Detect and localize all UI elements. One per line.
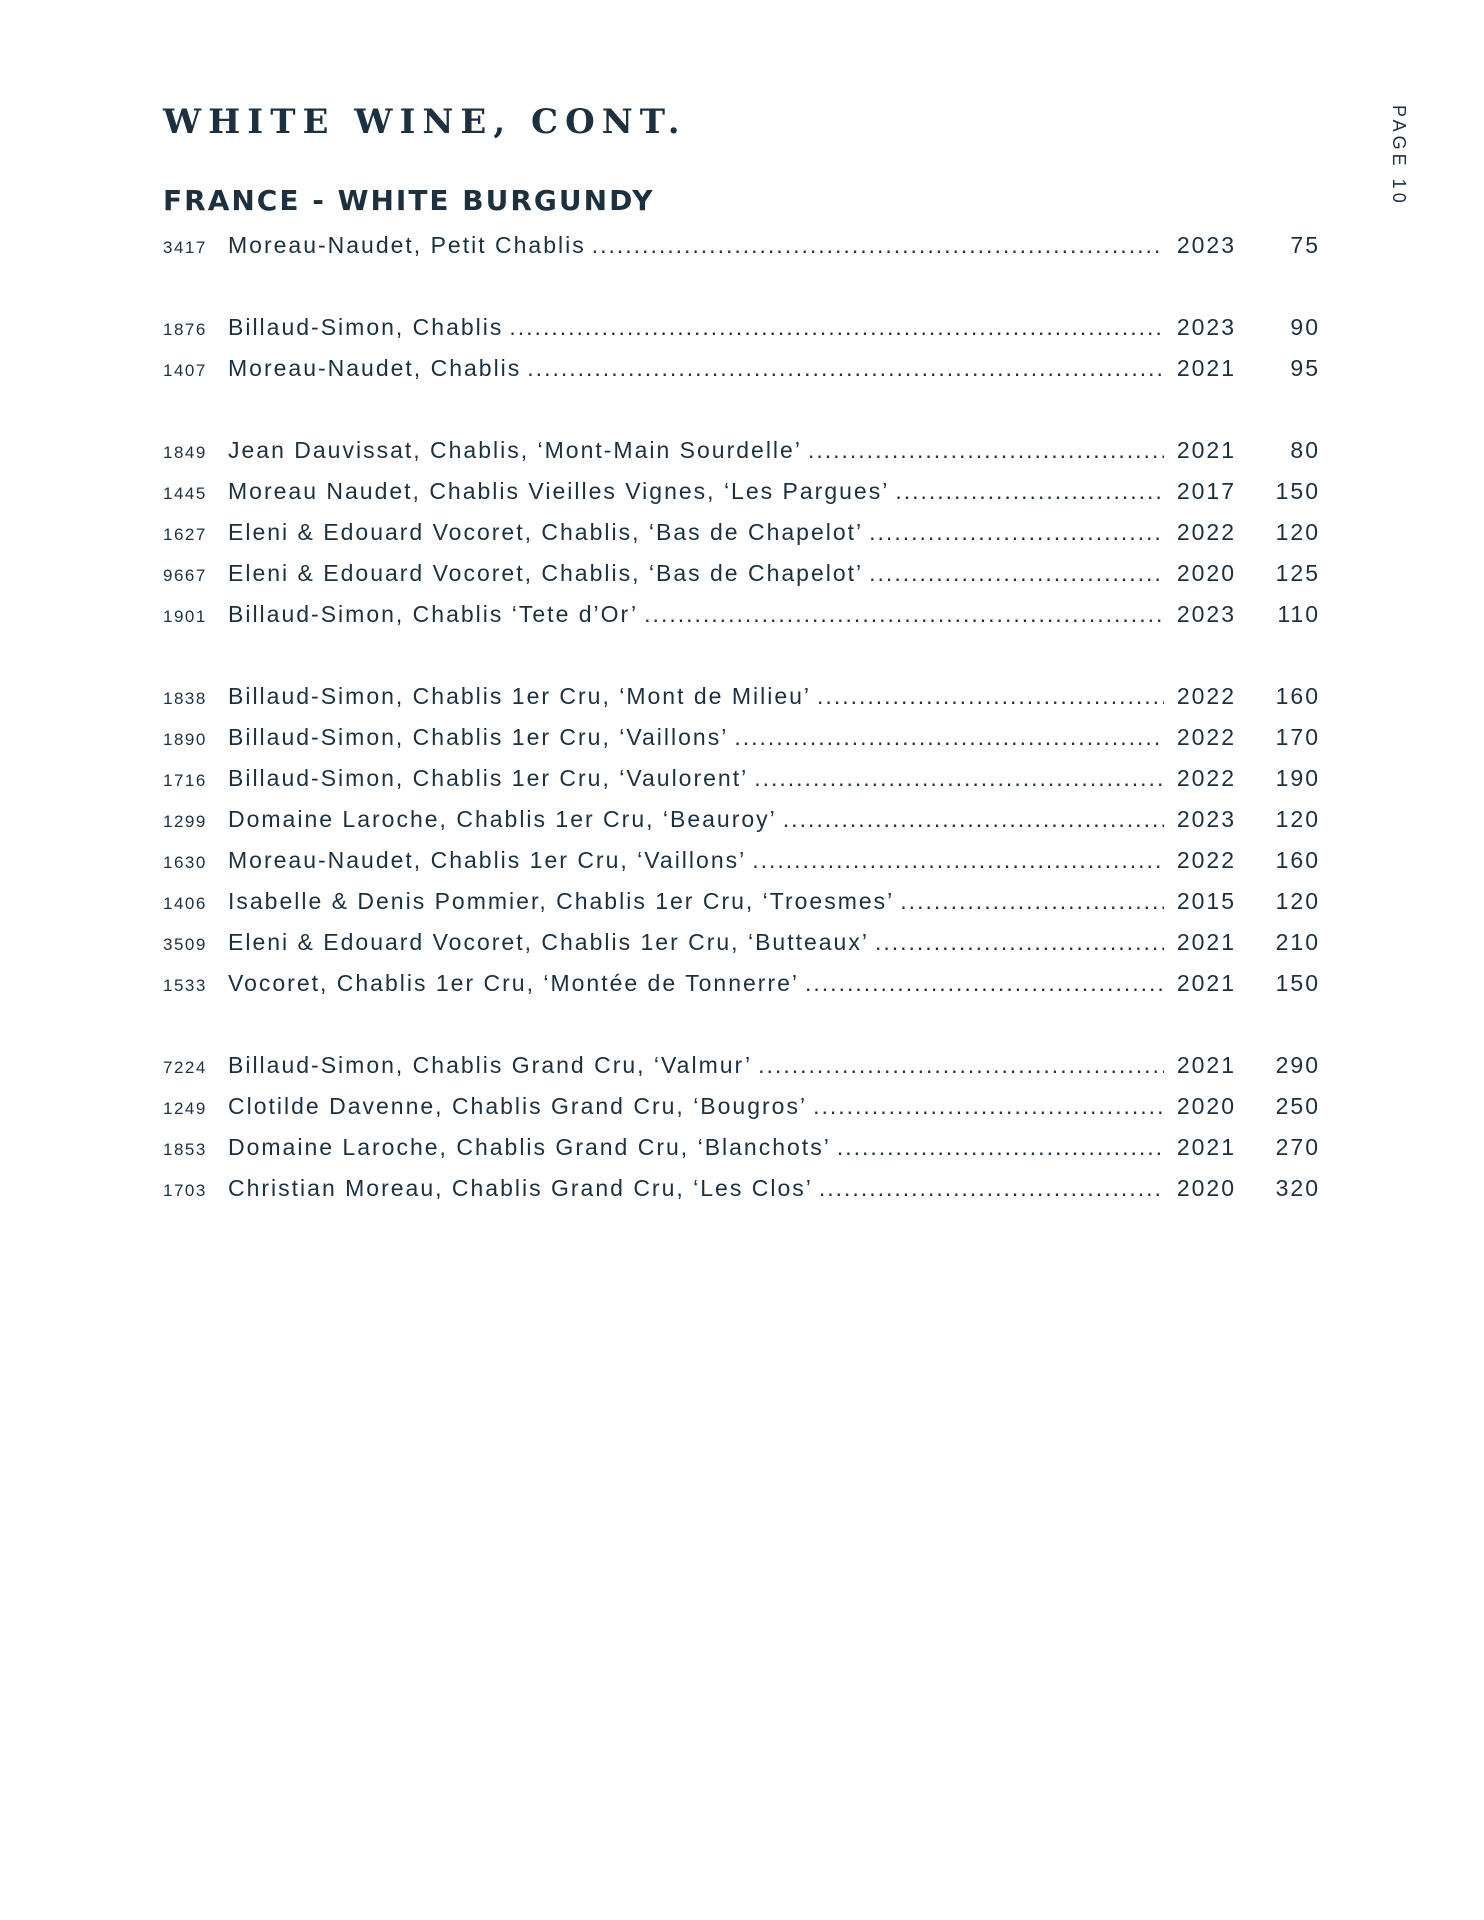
wine-group-chablis-lieux-dits xyxy=(163,430,1320,635)
wine-name: Moreau-Naudet, Chablis 1er Cru, ‘Vaillons’ xyxy=(228,840,752,881)
bin-number: 1407 xyxy=(163,361,207,380)
wine-row xyxy=(163,553,1320,594)
wine-group-chablis xyxy=(163,307,1320,389)
dot-leader xyxy=(783,799,1164,840)
wine-name: Billaud-Simon, Chablis xyxy=(228,307,509,348)
vintage: 2022 xyxy=(1176,683,1236,709)
vintage: 2021 xyxy=(1176,970,1236,996)
dot-leader xyxy=(875,922,1164,963)
bin-number: 1533 xyxy=(163,976,207,995)
vintage: 2023 xyxy=(1176,601,1236,627)
vintage: 2020 xyxy=(1176,1093,1236,1119)
price: 95 xyxy=(1290,355,1320,381)
bin-number: 1703 xyxy=(163,1181,207,1200)
dot-leader xyxy=(808,430,1164,471)
vintage: 2023 xyxy=(1176,806,1236,832)
dot-leader xyxy=(805,963,1164,1004)
dot-leader xyxy=(869,512,1164,553)
wine-row xyxy=(163,881,1320,922)
wine-group-petit-chablis xyxy=(163,225,1320,266)
price: 160 xyxy=(1275,847,1320,873)
bin-number: 1838 xyxy=(163,689,207,708)
wine-row xyxy=(163,963,1320,1004)
wine-row xyxy=(163,471,1320,512)
dot-leader xyxy=(758,1045,1164,1086)
price: 210 xyxy=(1275,929,1320,955)
dot-leader xyxy=(813,1086,1164,1127)
wine-name: Billaud-Simon, Chablis 1er Cru, ‘Mont de Milieu’ xyxy=(228,676,817,717)
dot-leader xyxy=(527,348,1164,389)
wine-name: Eleni & Edouard Vocoret, Chablis, ‘Bas de Chapelot’ xyxy=(228,553,869,594)
price: 170 xyxy=(1275,724,1320,750)
bin-number: 1876 xyxy=(163,320,207,339)
wine-name: Domaine Laroche, Chablis 1er Cru, ‘Beauroy’ xyxy=(228,799,783,840)
vintage: 2020 xyxy=(1176,560,1236,586)
bin-number: 1445 xyxy=(163,484,207,503)
vintage: 2022 xyxy=(1176,724,1236,750)
wine-name: Jean Dauvissat, Chablis, ‘Mont-Main Sourdelle’ xyxy=(228,430,808,471)
wine-row xyxy=(163,1045,1320,1086)
wine-name: Eleni & Edouard Vocoret, Chablis 1er Cru, ‘Butteaux’ xyxy=(228,922,875,963)
bin-number: 9667 xyxy=(163,566,207,585)
price: 150 xyxy=(1275,478,1320,504)
price: 75 xyxy=(1290,232,1320,258)
wine-name: Billaud-Simon, Chablis 1er Cru, ‘Vaillons’ xyxy=(228,717,734,758)
bin-number: 1716 xyxy=(163,771,207,790)
wine-row xyxy=(163,594,1320,635)
dot-leader xyxy=(752,840,1164,881)
vintage: 2022 xyxy=(1176,519,1236,545)
wine-name: Vocoret, Chablis 1er Cru, ‘Montée de Tonnerre’ xyxy=(228,963,805,1004)
price: 120 xyxy=(1275,519,1320,545)
bin-number: 1630 xyxy=(163,853,207,872)
wine-name: Moreau-Naudet, Petit Chablis xyxy=(228,225,592,266)
bin-number: 1627 xyxy=(163,525,207,544)
price: 190 xyxy=(1275,765,1320,791)
price: 80 xyxy=(1290,437,1320,463)
bin-number: 7224 xyxy=(163,1058,207,1077)
price: 160 xyxy=(1275,683,1320,709)
price: 250 xyxy=(1275,1093,1320,1119)
dot-leader xyxy=(837,1127,1164,1168)
vintage: 2020 xyxy=(1176,1175,1236,1201)
bin-number: 3417 xyxy=(163,238,207,257)
dot-leader xyxy=(869,553,1164,594)
vintage: 2021 xyxy=(1176,355,1236,381)
wine-name: Christian Moreau, Chablis Grand Cru, ‘Les Clos’ xyxy=(228,1168,819,1209)
vintage: 2021 xyxy=(1176,929,1236,955)
dot-leader xyxy=(817,676,1164,717)
price: 120 xyxy=(1275,806,1320,832)
vintage: 2023 xyxy=(1176,314,1236,340)
price: 125 xyxy=(1275,560,1320,586)
bin-number: 1901 xyxy=(163,607,207,626)
wine-name: Moreau-Naudet, Chablis xyxy=(228,348,527,389)
wine-row xyxy=(163,840,1320,881)
price: 150 xyxy=(1275,970,1320,996)
wine-row xyxy=(163,1086,1320,1127)
vintage: 2022 xyxy=(1176,847,1236,873)
dot-leader xyxy=(734,717,1164,758)
wine-row xyxy=(163,348,1320,389)
wine-row xyxy=(163,717,1320,758)
price: 290 xyxy=(1275,1052,1320,1078)
wine-group-grand-cru xyxy=(163,1045,1320,1209)
dot-leader xyxy=(509,307,1164,348)
page-number: PAGE 10 xyxy=(1389,105,1409,207)
wine-row xyxy=(163,1127,1320,1168)
wine-row xyxy=(163,758,1320,799)
wine-name: Eleni & Edouard Vocoret, Chablis, ‘Bas de Chapelot’ xyxy=(228,512,869,553)
wine-name: Billaud-Simon, Chablis 1er Cru, ‘Vaulorent’ xyxy=(228,758,754,799)
wine-name: Clotilde Davenne, Chablis Grand Cru, ‘Bougros’ xyxy=(228,1086,813,1127)
wine-name: Moreau Naudet, Chablis Vieilles Vignes, ‘Les Pargues’ xyxy=(228,471,895,512)
wine-row xyxy=(163,512,1320,553)
vintage: 2022 xyxy=(1176,765,1236,791)
bin-number: 3509 xyxy=(163,935,207,954)
vintage: 2023 xyxy=(1176,232,1236,258)
wine-name: Isabelle & Denis Pommier, Chablis 1er Cru, ‘Troesmes’ xyxy=(228,881,900,922)
bin-number: 1249 xyxy=(163,1099,207,1118)
dot-leader xyxy=(819,1168,1164,1209)
price: 90 xyxy=(1290,314,1320,340)
wine-name: Billaud-Simon, Chablis Grand Cru, ‘Valmur’ xyxy=(228,1045,758,1086)
wine-row xyxy=(163,799,1320,840)
wine-name: Billaud-Simon, Chablis ‘Tete d’Or’ xyxy=(228,594,644,635)
bin-number: 1299 xyxy=(163,812,207,831)
wine-row xyxy=(163,922,1320,963)
price: 110 xyxy=(1277,601,1320,627)
price: 270 xyxy=(1275,1134,1320,1160)
dot-leader xyxy=(900,881,1164,922)
vintage: 2021 xyxy=(1176,1134,1236,1160)
bin-number: 1406 xyxy=(163,894,207,913)
bin-number: 1849 xyxy=(163,443,207,462)
vintage: 2015 xyxy=(1176,888,1236,914)
section-heading: FRANCE - WHITE BURGUNDY xyxy=(163,184,655,217)
bin-number: 1890 xyxy=(163,730,207,749)
wine-row xyxy=(163,1168,1320,1209)
price: 120 xyxy=(1275,888,1320,914)
bin-number: 1853 xyxy=(163,1140,207,1159)
wine-row xyxy=(163,430,1320,471)
page-title: WHITE WINE, CONT. xyxy=(163,102,687,142)
vintage: 2017 xyxy=(1176,478,1236,504)
wine-group-premier-cru xyxy=(163,676,1320,1004)
wine-list xyxy=(163,225,1320,1250)
wine-name: Domaine Laroche, Chablis Grand Cru, ‘Blanchots’ xyxy=(228,1127,837,1168)
vintage: 2021 xyxy=(1176,437,1236,463)
wine-row xyxy=(163,225,1320,266)
wine-row xyxy=(163,307,1320,348)
dot-leader xyxy=(644,594,1164,635)
dot-leader xyxy=(592,225,1164,266)
wine-row xyxy=(163,676,1320,717)
dot-leader xyxy=(895,471,1164,512)
dot-leader xyxy=(754,758,1164,799)
vintage: 2021 xyxy=(1176,1052,1236,1078)
price: 320 xyxy=(1275,1175,1320,1201)
